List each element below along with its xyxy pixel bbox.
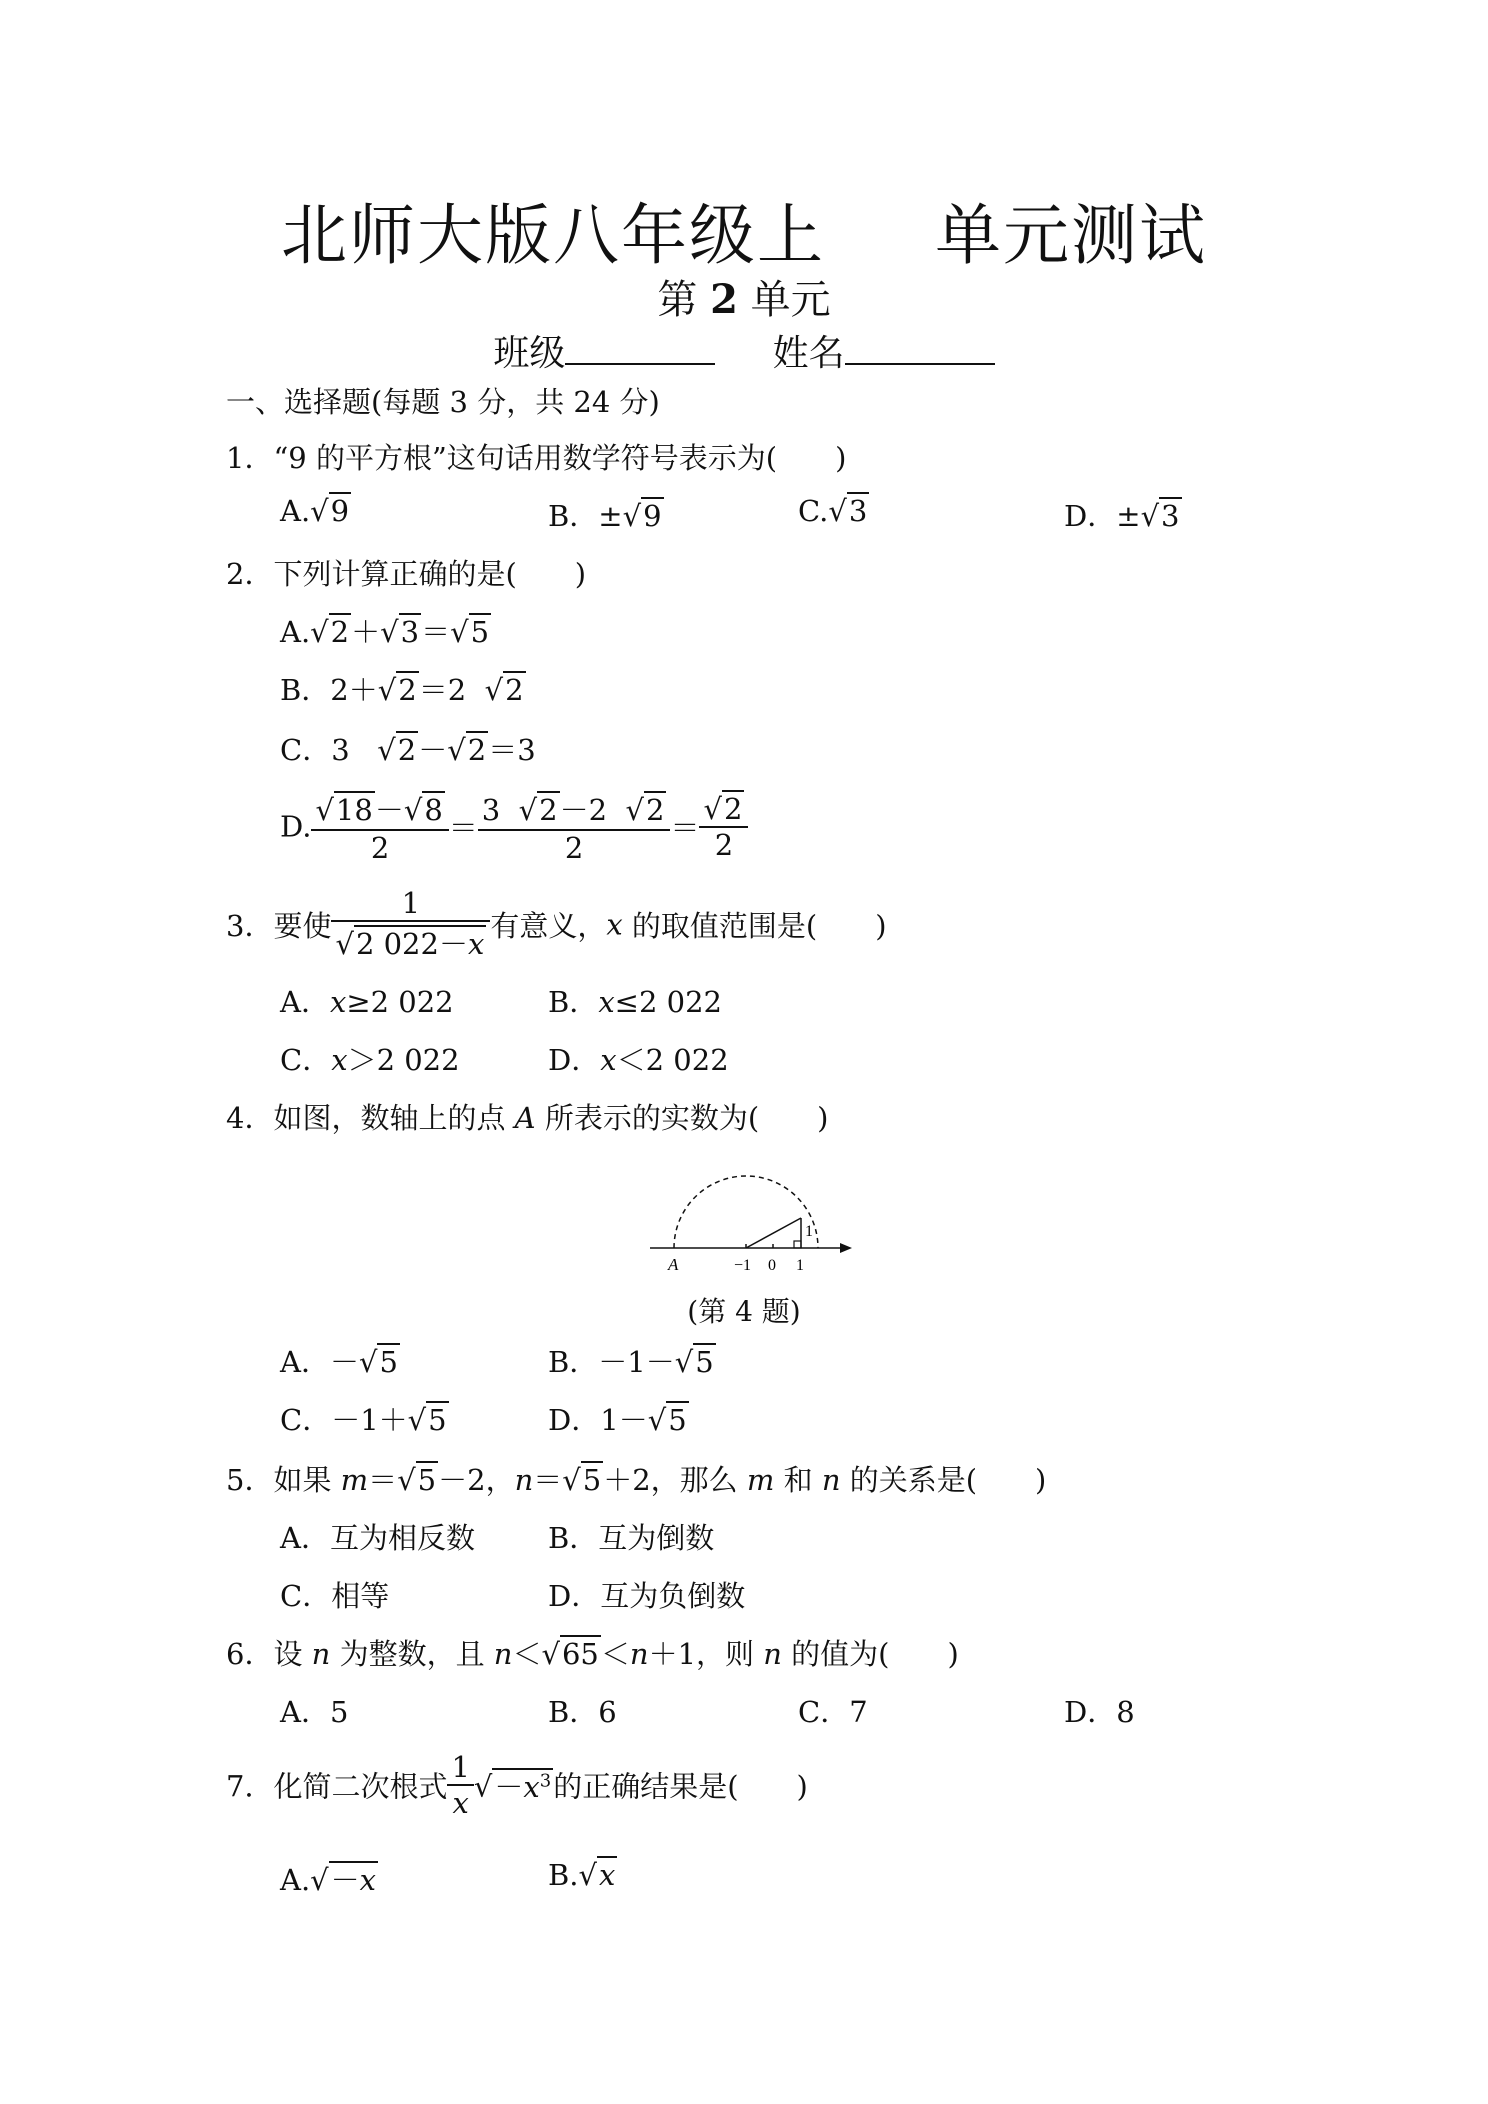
option-value: ＞2 022 bbox=[347, 1043, 460, 1077]
q5-option-d[interactable]: D．互为负倒数 bbox=[548, 1579, 746, 1613]
label-minus-1: −1 bbox=[734, 1257, 752, 1274]
label-1: 1 bbox=[796, 1257, 804, 1274]
stem-text: 6．设 bbox=[226, 1637, 312, 1671]
operator: －2 bbox=[559, 793, 608, 827]
q6-option-c[interactable]: C．7 bbox=[798, 1695, 868, 1729]
coefficient: 3 bbox=[481, 793, 501, 827]
variable: n bbox=[311, 1637, 331, 1671]
q6-option-a[interactable]: A．5 bbox=[280, 1695, 349, 1729]
q7-option-a[interactable]: A.√－x bbox=[280, 1863, 377, 1897]
stem-text: 和 bbox=[774, 1463, 822, 1497]
radicand: 3 bbox=[848, 494, 868, 528]
radicand: 2 022－ bbox=[355, 927, 468, 961]
q4-option-a[interactable]: A．－√5 bbox=[280, 1345, 398, 1379]
option-letter: B．－1－ bbox=[548, 1345, 675, 1379]
radicand: 8 bbox=[424, 793, 443, 827]
q3-option-c[interactable] bbox=[280, 1038, 460, 1079]
denominator: x bbox=[452, 1786, 469, 1820]
denominator: 2 bbox=[714, 827, 734, 862]
variable: n bbox=[763, 1637, 782, 1671]
class-label: 班级 bbox=[493, 333, 566, 374]
page-title bbox=[0, 182, 1488, 277]
subtitle-suffix: 单元 bbox=[750, 277, 831, 323]
option-letter: C． bbox=[280, 1043, 332, 1077]
option-letter: B．± bbox=[548, 499, 623, 533]
stem-text: 7．化简二次根式 bbox=[226, 1769, 448, 1804]
option-letter: C．3 bbox=[280, 733, 359, 767]
variable: m bbox=[746, 1463, 775, 1497]
class-blank[interactable] bbox=[565, 333, 715, 365]
stem-text: 的取值范围是( ) bbox=[622, 909, 887, 943]
right-angle-mark bbox=[794, 1241, 801, 1248]
q4-option-b[interactable]: B．－1－√5 bbox=[548, 1345, 714, 1379]
variable: n bbox=[821, 1463, 841, 1497]
radicand: 5 bbox=[582, 1463, 602, 1497]
radicand: 5 bbox=[379, 1345, 398, 1379]
stem-text: 所表示的实数为( ) bbox=[535, 1101, 829, 1135]
operator: － bbox=[330, 1863, 360, 1897]
stem-text: 的正确结果是( ) bbox=[553, 1769, 808, 1804]
option-letter: D. bbox=[280, 809, 312, 844]
option-letter: B．2＋ bbox=[280, 673, 378, 707]
option-letter: B. bbox=[548, 1858, 579, 1892]
operator: ＝2 bbox=[418, 673, 476, 707]
exponent: 3 bbox=[539, 1769, 552, 1791]
figure-caption: (第 4 题) bbox=[687, 1295, 801, 1328]
option-letter: C．－1＋ bbox=[280, 1403, 408, 1437]
operator: ＋ bbox=[351, 615, 381, 649]
option-letter: D． bbox=[548, 1043, 601, 1077]
variable: x bbox=[600, 1043, 617, 1077]
q3-option-a[interactable] bbox=[280, 980, 454, 1021]
radicand: 5 bbox=[417, 1463, 437, 1497]
variable: x bbox=[606, 907, 623, 942]
subtitle-prefix: 第 bbox=[657, 277, 698, 323]
stem-text: 4．如图，数轴上的点 bbox=[226, 1101, 515, 1135]
radicand: 5 bbox=[428, 1403, 447, 1437]
radicand: 5 bbox=[470, 615, 490, 649]
variable: n bbox=[514, 1463, 534, 1497]
unit-subtitle bbox=[0, 268, 1488, 325]
q1-option-d[interactable]: D．±√3 bbox=[1064, 499, 1180, 533]
q5-option-b[interactable]: B．互为倒数 bbox=[548, 1521, 715, 1555]
stem-text: 5．如果 bbox=[226, 1463, 341, 1497]
radicand: 18 bbox=[335, 793, 373, 827]
option-letter: A． bbox=[280, 985, 330, 1019]
q2-option-d[interactable] bbox=[280, 788, 748, 865]
option-letter: B． bbox=[548, 985, 599, 1019]
radicand: 2 bbox=[646, 793, 665, 827]
numerator: 1 bbox=[331, 886, 490, 922]
fraction-2: $\frac{3 √2-2 √2}{2}$ bbox=[478, 788, 671, 865]
variable: n bbox=[493, 1637, 513, 1671]
subtitle-number: 2 bbox=[710, 276, 738, 323]
q2-option-c[interactable]: C．3 √2－√2＝3 bbox=[280, 733, 536, 767]
option-letter: D．± bbox=[1064, 499, 1141, 533]
q4-option-d[interactable]: D．1－√5 bbox=[548, 1403, 687, 1437]
variable: x bbox=[359, 1863, 377, 1897]
stem-text: 的值为( ) bbox=[781, 1637, 959, 1671]
option-letter: A. bbox=[280, 1863, 311, 1897]
operator: ＝3 bbox=[488, 733, 536, 767]
operator: ＝ bbox=[368, 1463, 398, 1497]
q3-option-b[interactable] bbox=[548, 980, 722, 1021]
question-1-stem: 1．“9 的平方根”这句话用数学符号表示为( ) bbox=[226, 441, 847, 475]
option-letter: A. bbox=[280, 615, 311, 649]
title-right: 单元测试 bbox=[935, 197, 1207, 274]
question-6-stem: 6．设 n 为整数，且 n＜√65＜n＋1，则 n 的值为( ) bbox=[226, 1637, 959, 1671]
operator: ＝ bbox=[533, 1463, 563, 1497]
q3-option-d[interactable] bbox=[548, 1038, 729, 1079]
question-5-stem: 5．如果 m＝√5－2，n＝√5＋2，那么 m 和 n 的关系是( ) bbox=[226, 1463, 1047, 1497]
section-heading: 一、选择题(每题 3 分，共 24 分) bbox=[226, 385, 660, 419]
title-left: 北师大版八年级上 bbox=[281, 197, 825, 274]
option-letter: C. bbox=[798, 494, 829, 528]
stem-text: 3．要使 bbox=[226, 909, 332, 943]
fraction-3: $\frac{√2}{2}$ bbox=[699, 792, 748, 862]
radicand: 9 bbox=[643, 499, 662, 533]
q7-option-b[interactable]: B.√x bbox=[548, 1858, 616, 1892]
stem-text: 为整数，且 bbox=[330, 1637, 494, 1671]
stem-text: ＋2，那么 bbox=[603, 1463, 747, 1497]
q5-option-c[interactable]: C．相等 bbox=[280, 1579, 390, 1613]
operator: ＝ bbox=[421, 615, 451, 649]
q1-option-b[interactable]: B．±√9 bbox=[548, 499, 662, 533]
radicand: 5 bbox=[668, 1403, 687, 1437]
fraction bbox=[447, 1750, 473, 1820]
radicand: 2 bbox=[539, 793, 558, 827]
q1-option-a[interactable]: A.√9 bbox=[280, 494, 350, 528]
q1-option-c[interactable]: C.√3 bbox=[798, 494, 868, 528]
radicand: 5 bbox=[695, 1345, 714, 1379]
operator: ＜ bbox=[512, 1637, 542, 1671]
q2-option-b[interactable]: B．2＋√2＝2 √2 bbox=[280, 673, 524, 707]
variable: x bbox=[523, 1769, 540, 1804]
variable: A bbox=[514, 1101, 536, 1135]
option-letter: A. bbox=[280, 494, 311, 528]
radicand: 3 bbox=[400, 615, 420, 649]
q6-option-d[interactable]: D．8 bbox=[1064, 1695, 1135, 1729]
variable: x bbox=[331, 1043, 348, 1077]
variable: x bbox=[599, 1858, 616, 1892]
radicand: 2 bbox=[330, 615, 350, 649]
radicand: 65 bbox=[561, 1637, 599, 1671]
operator: ＜ bbox=[600, 1637, 630, 1671]
question-2-stem: 2．下列计算正确的是( ) bbox=[226, 557, 587, 591]
q6-option-b[interactable]: B．6 bbox=[548, 1695, 617, 1729]
question-4-stem bbox=[226, 1096, 828, 1137]
radicand: 2 bbox=[467, 733, 487, 767]
operator: － bbox=[374, 793, 404, 827]
fraction: $\frac{1}{√2 022-x}$ bbox=[331, 886, 490, 963]
operator: ＝ bbox=[448, 811, 478, 845]
hypotenuse bbox=[746, 1218, 801, 1248]
radicand: 9 bbox=[330, 494, 350, 528]
stem-text: －2， bbox=[438, 1463, 515, 1497]
stem-text: 的关系是( ) bbox=[840, 1463, 1047, 1497]
option-letter: A．－ bbox=[280, 1345, 359, 1379]
radicand: 2 bbox=[723, 791, 743, 826]
operator: － bbox=[494, 1769, 524, 1804]
denominator: 2 bbox=[370, 831, 390, 865]
q5-option-a[interactable]: A．互为相反数 bbox=[280, 1521, 475, 1555]
variable: x bbox=[598, 985, 615, 1019]
variable: m bbox=[340, 1463, 369, 1497]
variable: x bbox=[329, 985, 347, 1019]
variable: n bbox=[629, 1637, 649, 1671]
radicand: 3 bbox=[1161, 499, 1180, 533]
option-value: ＜2 022 bbox=[616, 1043, 729, 1077]
radicand: 2 bbox=[397, 733, 417, 767]
question-7-stem: 7．化简二次根式 $\frac{1}{x}$ $√-x^3$的正确结果是( ) bbox=[226, 1750, 808, 1820]
variable: x bbox=[467, 927, 485, 961]
stem-text: 有意义， bbox=[490, 909, 607, 943]
radicand: 2 bbox=[398, 673, 417, 707]
label-height-1: 1 bbox=[805, 1223, 813, 1240]
question-3-stem bbox=[226, 886, 887, 963]
operator: ＝ bbox=[670, 811, 700, 845]
denominator: 2 bbox=[564, 831, 584, 865]
axis-arrow-icon bbox=[840, 1243, 852, 1253]
numerator: 1 bbox=[447, 1750, 473, 1786]
option-letter: D．1－ bbox=[548, 1403, 648, 1437]
label-A: A bbox=[668, 1255, 679, 1274]
option-value: ≥2 022 bbox=[346, 985, 454, 1019]
name-blank[interactable] bbox=[845, 333, 995, 365]
name-label: 姓名 bbox=[772, 333, 845, 374]
fraction-1: $\frac{√18-√8}{2}$ bbox=[311, 788, 448, 865]
option-value: ≤2 022 bbox=[614, 985, 722, 1019]
label-0: 0 bbox=[768, 1257, 776, 1274]
operator: － bbox=[418, 733, 448, 767]
student-info-bar bbox=[0, 325, 1488, 376]
number-line-figure bbox=[640, 1160, 860, 1280]
q2-option-a[interactable]: A.√2＋√3＝√5 bbox=[280, 615, 490, 649]
radicand: 2 bbox=[505, 673, 524, 707]
dashed-arc bbox=[674, 1176, 818, 1248]
q4-option-c[interactable]: C．－1＋√5 bbox=[280, 1403, 447, 1437]
stem-text: ＋1，则 bbox=[648, 1637, 764, 1671]
